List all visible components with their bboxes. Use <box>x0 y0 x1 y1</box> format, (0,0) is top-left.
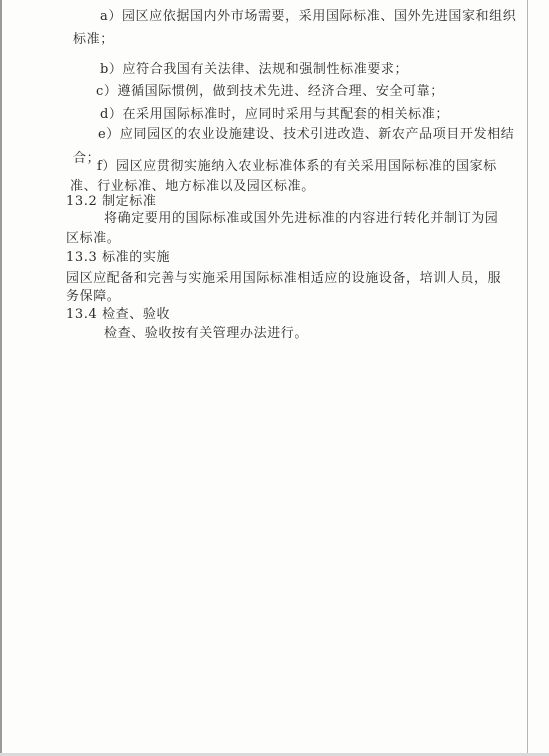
item-f-line-2: 准、行业标准、地方标准以及园区标准。 <box>70 179 315 194</box>
item-e-line-2: 合； <box>73 151 101 166</box>
section-13-4-heading: 13.4 检查、验收 <box>66 307 171 322</box>
item-b: b）应符合我国有关法律、法规和强制性标准要求； <box>100 62 409 77</box>
section-13-3-body-line-1: 园区应配备和完善与实施采用国际标准相适应的设施设备，培训人员，服 <box>66 271 502 286</box>
item-a-line-1: a）园区应依据国内外市场需要，采用国际标准、国外先进国家和组织 <box>100 9 517 24</box>
section-13-2-body-line-1: 将确定要用的国际标准或国外先进标准的内容进行转化并制订为园 <box>104 211 499 226</box>
item-e-line-1: e）应同园区的农业设施建设、技术引进改造、新农产品项目开发相结 <box>98 127 515 142</box>
section-13-2-heading: 13.2 制定标准 <box>66 194 157 209</box>
item-f-line-1: f）园区应贯彻实施纳入农业标准体系的有关采用国际标准的国家标 <box>97 159 497 174</box>
page-right-edge <box>527 0 528 756</box>
item-c: c）遵循国际惯例，做到技术先进、经济合理、安全可靠； <box>96 84 444 99</box>
page-left-edge <box>0 0 2 756</box>
section-13-3-body-line-2: 务保障。 <box>66 289 121 304</box>
section-13-2-body-line-2: 区标准。 <box>66 231 121 246</box>
section-13-3-heading: 13.3 标准的实施 <box>66 250 171 265</box>
section-13-4-body: 检查、验收按有关管理办法进行。 <box>104 326 309 341</box>
item-a-line-2: 标准； <box>73 32 114 47</box>
item-d: d）在采用国际标准时，应同时采用与其配套的相关标准； <box>100 107 449 122</box>
